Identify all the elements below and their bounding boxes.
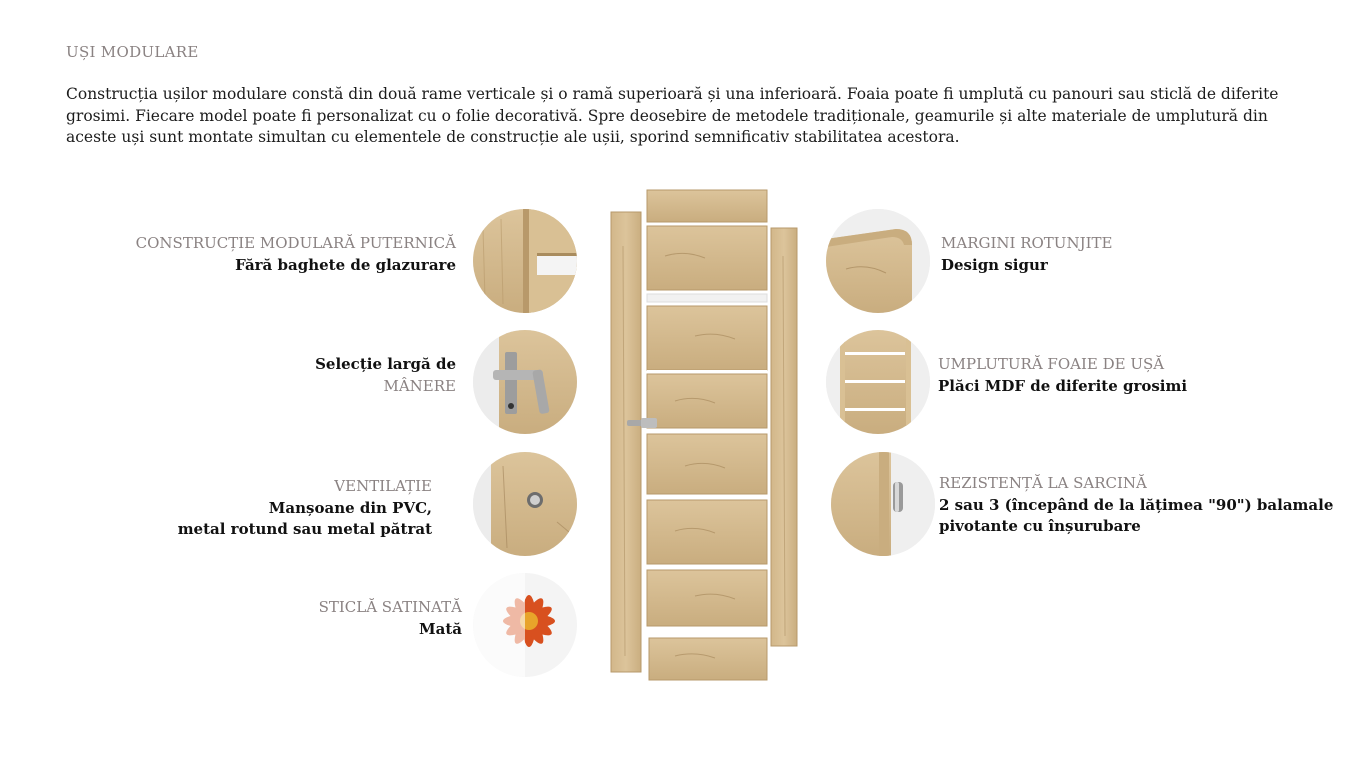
modular-door-illustration (605, 186, 805, 690)
feature-description: metal rotund sau metal pătrat (177, 520, 432, 538)
modular-frame-icon (473, 209, 577, 313)
feature-title: STICLĂ SATINATĂ (318, 598, 462, 616)
mdf-panels-icon (826, 330, 930, 434)
satin-glass-flower-icon (473, 573, 577, 677)
feature-load-resistance (939, 473, 1333, 538)
page-title: UȘI MODULARE (66, 43, 199, 61)
hinge-icon (831, 452, 935, 556)
feature-title: MÂNERE (383, 376, 456, 395)
feature-door-leaf-filling (938, 354, 1187, 397)
feature-modular-construction (136, 233, 456, 276)
feature-description: Selecție largă de (315, 355, 456, 373)
feature-description: Fără baghete de glazurare (235, 255, 456, 274)
intro-paragraph: Construcția ușilor modulare constă din două rame verticale și o ramă superioară și una inferioară. Foaia poate fi umplută cu panouri sau sticlă de diferite grosimi. Fiecare model poate fi personalizat cu o folie decorativă. Spre deosebire de metodele tradiționale, geamurile și alte materiale de umplutură din aceste uși sunt montate simultan cu elementele de construcție ale ușii, sporind semnificativ stabilitatea acestora. (66, 85, 1279, 146)
feature-title: MARGINI ROTUNJITE (941, 234, 1113, 252)
ventilation-sleeve-icon (473, 452, 577, 556)
feature-title: UMPLUTURĂ FOAIE DE UȘĂ (938, 355, 1165, 373)
feature-title: REZISTENȚĂ LA SARCINĂ (939, 474, 1147, 492)
feature-description: 2 sau 3 (începând de la lățimea "90") balamale (939, 495, 1334, 514)
feature-description: Plăci MDF de diferite grosimi (938, 376, 1188, 395)
feature-ventilation (178, 476, 432, 541)
feature-title: VENTILAȚIE (334, 477, 432, 495)
feature-description: Manșoane din PVC, (268, 498, 432, 517)
feature-handles (315, 354, 456, 397)
feature-description: Mată (419, 619, 462, 638)
door-handle-icon (473, 330, 577, 434)
feature-description: Design sigur (941, 255, 1048, 274)
feature-title: CONSTRUCȚIE MODULARĂ PUTERNICĂ (135, 234, 456, 252)
feature-satin-glass (319, 597, 462, 640)
feature-description: pivotante cu înșurubare (939, 517, 1141, 535)
feature-rounded-edges (941, 233, 1112, 276)
rounded-edge-icon (826, 209, 930, 313)
